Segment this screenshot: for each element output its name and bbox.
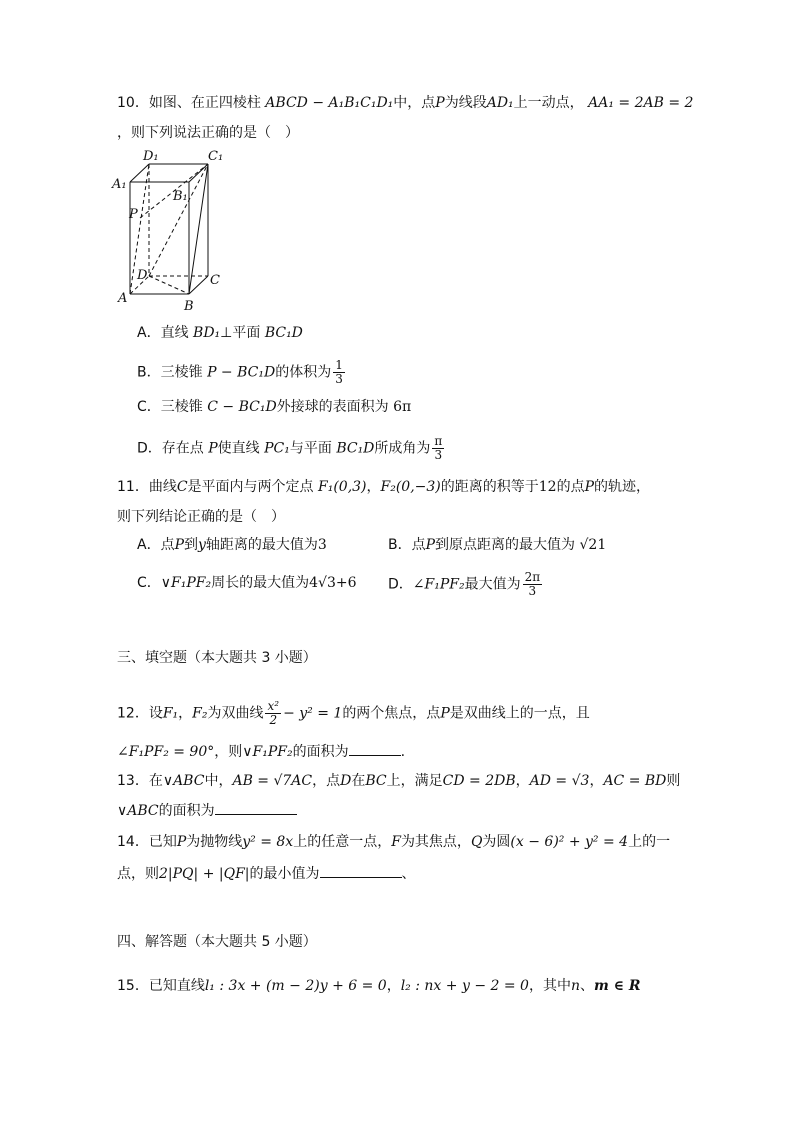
section-fill-in-title: 三、填空题（本大题共 3 小题） [117, 650, 317, 666]
label-A1: A₁ [112, 177, 127, 192]
q10-option-c[interactable]: C．三棱锥 C − BC₁D外接球的表面积为 6π [137, 399, 412, 415]
fraction: $\frac{\text{x²}}{2}$ [267, 699, 280, 727]
label-P: P [129, 207, 138, 222]
label-B1: B₁ [173, 189, 188, 204]
q10-option-b[interactable]: B．三棱锥 P − BC₁D的体积为 $\frac{1}{3}$ [137, 358, 343, 386]
q12-stem-line1: 12．设F₁，F₂为双曲线 $\frac{\text{x²}}{2}$ − y² = 1的两个焦点，点P是双曲线上的一点，且 [117, 699, 590, 727]
q13-stem-line2: ∨ABC的面积为 [117, 800, 297, 821]
q12-number: 12． [117, 705, 149, 722]
q11-option-b[interactable]: B．点P到原点距离的最大值为 √21 [388, 537, 607, 553]
q11-option-d[interactable]: D．∠F₁PF₂最大值为 $\frac{2\pi}{3}$ [388, 570, 541, 598]
label-C1: C₁ [208, 149, 224, 164]
q12-stem-line2: ∠F₁PF₂ = 90°，则∨F₁PF₂的面积为 . [117, 741, 405, 762]
fraction: $\frac{\pi}{3}$ [434, 434, 443, 462]
vector-equation: CD = 2DB [442, 773, 516, 789]
q11-option-a[interactable]: A．点P到y轴距离的最大值为3 [137, 537, 327, 553]
fraction: $\frac{1}{3}$ [335, 358, 343, 386]
q10-option-a[interactable]: A．直线 BD₁⊥平面 BC₁D [137, 325, 303, 341]
q14-stem-line2: 点，则2|PQ| + |QF|的最小值为 、 [117, 863, 416, 884]
label-A: A [118, 291, 128, 306]
q13-stem-line1: 13．在∨ABC中，AB = √7AC，点D在BC上，满足CD = 2DB，AD = √3，AC = BD则 [117, 773, 681, 789]
label-D1: D₁ [143, 149, 159, 164]
q10-stem-line1: 10．如图、在正四棱柱 ABCD − A₁B₁C₁D₁中，点P为线段AD₁上一动点， AA₁ = 2AB = 2 [117, 95, 694, 111]
answer-blank[interactable] [215, 800, 297, 815]
q10-stem-line2: ，则下列说法正确的是（ ） [117, 125, 299, 141]
q14-number: 14． [117, 834, 149, 850]
q14-stem-line1: 14．已知P为抛物线y² = 8x上的任意一点，F为其焦点，Q为圆(x − 6)² + y² = 4上的一 [117, 834, 671, 850]
answer-blank[interactable] [320, 863, 402, 878]
answer-blank[interactable] [349, 741, 401, 756]
q15-number: 15． [117, 978, 149, 994]
prism-figure [110, 146, 235, 316]
q11-option-c[interactable]: C．∨F₁PF₂周长的最大值为4√3+6 [137, 575, 357, 591]
q11-number: 11． [117, 479, 149, 495]
q15-stem-line1: 15．已知直线l₁ : 3x + (m − 2)y + 6 = 0，l₂ : nx + y − 2 = 0，其中n、m ∈ R [117, 978, 641, 994]
q10-option-d[interactable]: D．存在点 P使直线 PC₁与平面 BC₁D所成角为 $\frac{\pi}{3}$ [137, 434, 443, 462]
label-B: B [184, 299, 194, 314]
label-D: D [137, 268, 148, 283]
fraction: $\frac{2\pi}{3}$ [524, 570, 541, 598]
q13-number: 13． [117, 773, 149, 789]
section-solution-title: 四、解答题（本大题共 5 小题） [117, 934, 317, 950]
q10-number: 10． [117, 95, 149, 111]
math-prism: ABCD − A₁B₁C₁D₁ [265, 95, 394, 111]
q11-stem-line1: 11．曲线C是平面内与两个定点 F₁(0,3)，F₂(0,−3)的距离的积等于12的点P的轨迹， [117, 479, 651, 495]
label-C: C [210, 273, 220, 288]
q11-stem-line2: 则下列结论正确的是（ ） [117, 509, 285, 525]
math-condition: AA₁ = 2AB = 2 [588, 95, 694, 111]
